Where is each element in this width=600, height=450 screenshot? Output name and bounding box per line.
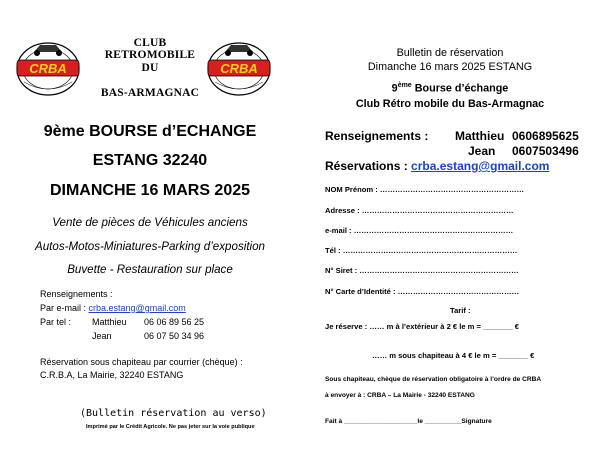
club-name-line3: BAS-ARMAGNAC [100, 87, 200, 99]
header3-sup: ème [397, 82, 412, 89]
club-name-line2: DU [141, 62, 159, 74]
event-date: DIMANCHE 16 MARS 2025 [49, 182, 251, 199]
desc-line3: Buvette - Restauration sur place [67, 263, 233, 276]
club-name-line1: CLUB RETROMOBILE [104, 37, 196, 61]
field-carte-identite[interactable]: N° Carte d’Identité : ………………………………………… [325, 287, 520, 296]
reserve-chapiteau[interactable]: …… m sous chapiteau à 4 € le m = _______ € [372, 351, 535, 360]
form-header-1: Bulletin de réservation [396, 47, 504, 59]
field-siret[interactable]: N° Siret : ……………………………………………………… [325, 266, 519, 275]
form-booking-email[interactable]: crba.estang@gmail.com [411, 159, 550, 173]
form-header-2: Dimanche 16 mars 2025 ESTANG [367, 61, 533, 73]
field-nom-prenom[interactable]: NOM Prénom : ………………………………………………… [325, 185, 525, 194]
form-booking-line [325, 159, 549, 173]
info-heading: Renseignements : [40, 289, 113, 299]
contact1-name: Matthieu [92, 317, 127, 327]
mail-booking-line2: C.R.B.A, La Mairie, 32240 ESTANG [40, 370, 184, 380]
field-email[interactable]: e-mail : ……………………………………………………… [325, 226, 514, 235]
send-to: à envoyer à : CRBA – La Mairie - 32240 ESTANG [325, 392, 475, 399]
crba-logo [14, 36, 82, 98]
email-line [40, 303, 186, 313]
form-contact1-name: Matthieu [455, 129, 505, 143]
form-header-3 [300, 82, 600, 95]
print-note: Imprimé par le Crédit Agricole. Ne pas jeter sur la voie publique [86, 424, 255, 430]
form-booking-label: Réservations : [325, 159, 408, 173]
phone-label: Par tel : [40, 317, 72, 327]
field-tel[interactable]: Tél : …………………………………………………………… [325, 246, 518, 255]
contact1-phone: 06 06 89 56 25 [144, 317, 205, 327]
header3-rest: Bourse d’échange [411, 82, 509, 95]
mail-booking-line1: Réservation sous chapiteau par courrier (chèque) : [40, 357, 243, 367]
cheque-note: Sous chapiteau, chèque de réservation obligatoire à l’ordre de CRBA [325, 376, 542, 383]
event-place: ESTANG 32240 [92, 152, 208, 169]
verso-note: (Bulletin réservation au verso) [80, 408, 267, 419]
contact2-name: Jean [92, 331, 112, 341]
form-contact1-phone: 0606895625 [512, 129, 579, 143]
logo2-badge-text: CRBA [220, 61, 258, 76]
crba-logo-2 [205, 36, 273, 98]
form-contact2-name: Jean [468, 144, 496, 158]
email-label: Par e-mail : [40, 303, 87, 313]
form-header-4: Club Rétro mobile du Bas-Armagnac [355, 98, 545, 110]
form-info-label: Renseignements : [325, 129, 429, 143]
desc-line1: Vente de pièces de Véhicules anciens [52, 216, 248, 229]
contact2-phone: 06 07 50 34 96 [144, 331, 205, 341]
field-adresse[interactable]: Adresse : …………………………………………………… [325, 206, 514, 215]
tarif-label: Tarif : [450, 306, 471, 315]
email-link[interactable]: crba.estang@gmail.com [88, 303, 186, 313]
reserve-exterieur[interactable]: Je réserve : …… m à l’extérieur à 2 € le m = _______ € [325, 322, 519, 331]
header3-prefix: 9 [391, 82, 398, 95]
desc-line2: Autos-Motos-Miniatures-Parking d’exposition [34, 240, 266, 253]
signature-line[interactable]: Fait à ____________________le __________Signature [325, 418, 492, 425]
logo-badge-text: CRBA [29, 61, 67, 76]
form-contact2-phone: 0607503496 [512, 144, 579, 158]
event-title: 9ème BOURSE d’ECHANGE [43, 123, 257, 140]
